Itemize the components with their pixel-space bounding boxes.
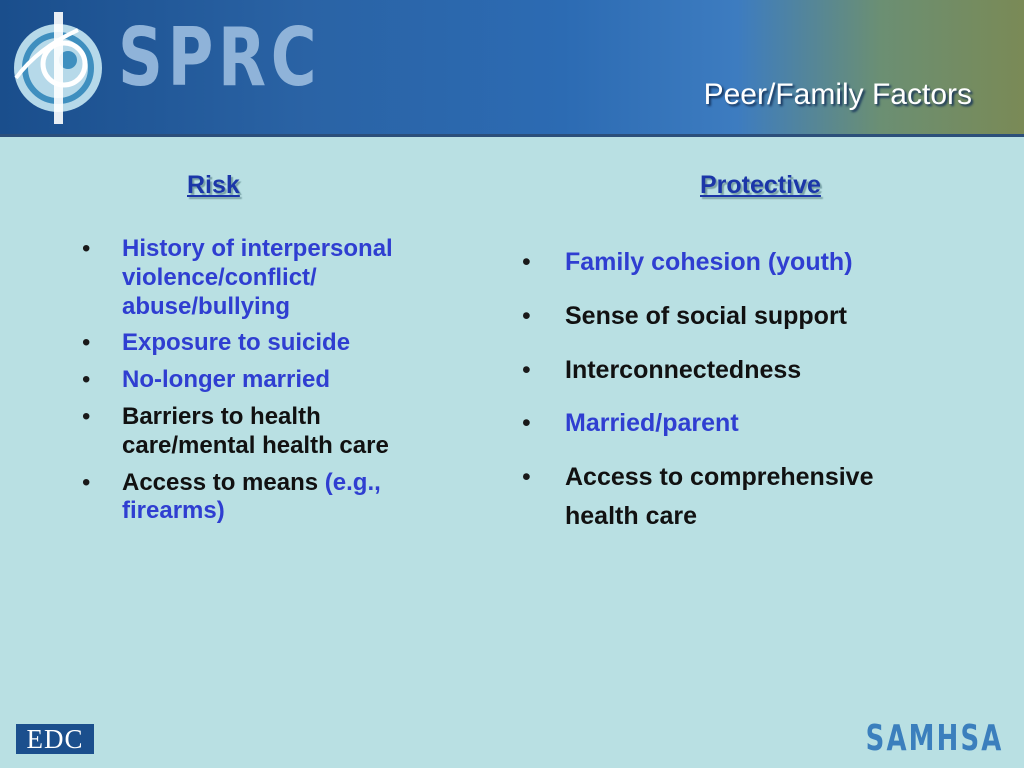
- risk-item-example: (e.g., firearms): [122, 468, 381, 525]
- list-item: [522, 404, 942, 443]
- list-item: [82, 329, 452, 358]
- bullet-icon: •: [522, 301, 531, 330]
- header-banner: [0, 0, 1024, 137]
- risk-item-text: Barriers to health care/mental health care: [122, 402, 389, 459]
- bullet-icon: •: [522, 355, 531, 384]
- bullet-icon: •: [82, 329, 91, 357]
- risk-item-text: History of interpersonal violence/conflict/ abuse/bullying: [122, 235, 393, 320]
- list-item: [522, 297, 942, 336]
- list-item: [522, 458, 942, 536]
- risk-heading: Risk: [187, 171, 240, 199]
- bullet-icon: •: [82, 366, 91, 394]
- protective-item-text: Sense of social support: [565, 301, 848, 330]
- edc-logo: EDC: [16, 724, 94, 754]
- risk-item-text: No-longer married: [122, 366, 331, 394]
- list-item: [522, 351, 942, 390]
- protective-item-text: Married/parent: [565, 409, 739, 438]
- risk-list: [82, 235, 452, 534]
- bullet-icon: •: [522, 248, 531, 276]
- samhsa-logo: SAMHSA: [866, 718, 1004, 759]
- protective-heading: Protective: [700, 171, 821, 199]
- bullet-icon: •: [522, 463, 531, 491]
- list-item: [82, 469, 452, 527]
- sprc-swirl-logo-icon: [8, 8, 108, 128]
- bullet-icon: •: [82, 402, 91, 430]
- protective-item-text: Access to comprehensive health care: [565, 463, 874, 530]
- bullet-icon: •: [82, 468, 91, 496]
- bullet-icon: •: [522, 409, 531, 438]
- list-item: [522, 243, 942, 282]
- list-item: [82, 403, 452, 461]
- risk-item-text: Exposure to suicide: [122, 329, 351, 357]
- bullet-icon: •: [82, 235, 91, 262]
- page-title: Peer/Family Factors: [703, 78, 972, 111]
- protective-item-text: Family cohesion (youth): [565, 248, 853, 276]
- protective-item-text: Interconnectedness: [565, 355, 802, 384]
- risk-item-text: Access to means: [122, 468, 325, 496]
- protective-list: [522, 243, 942, 551]
- sprc-logo-text: SPRC: [118, 11, 322, 104]
- list-item: [82, 235, 452, 321]
- list-item: [82, 366, 452, 395]
